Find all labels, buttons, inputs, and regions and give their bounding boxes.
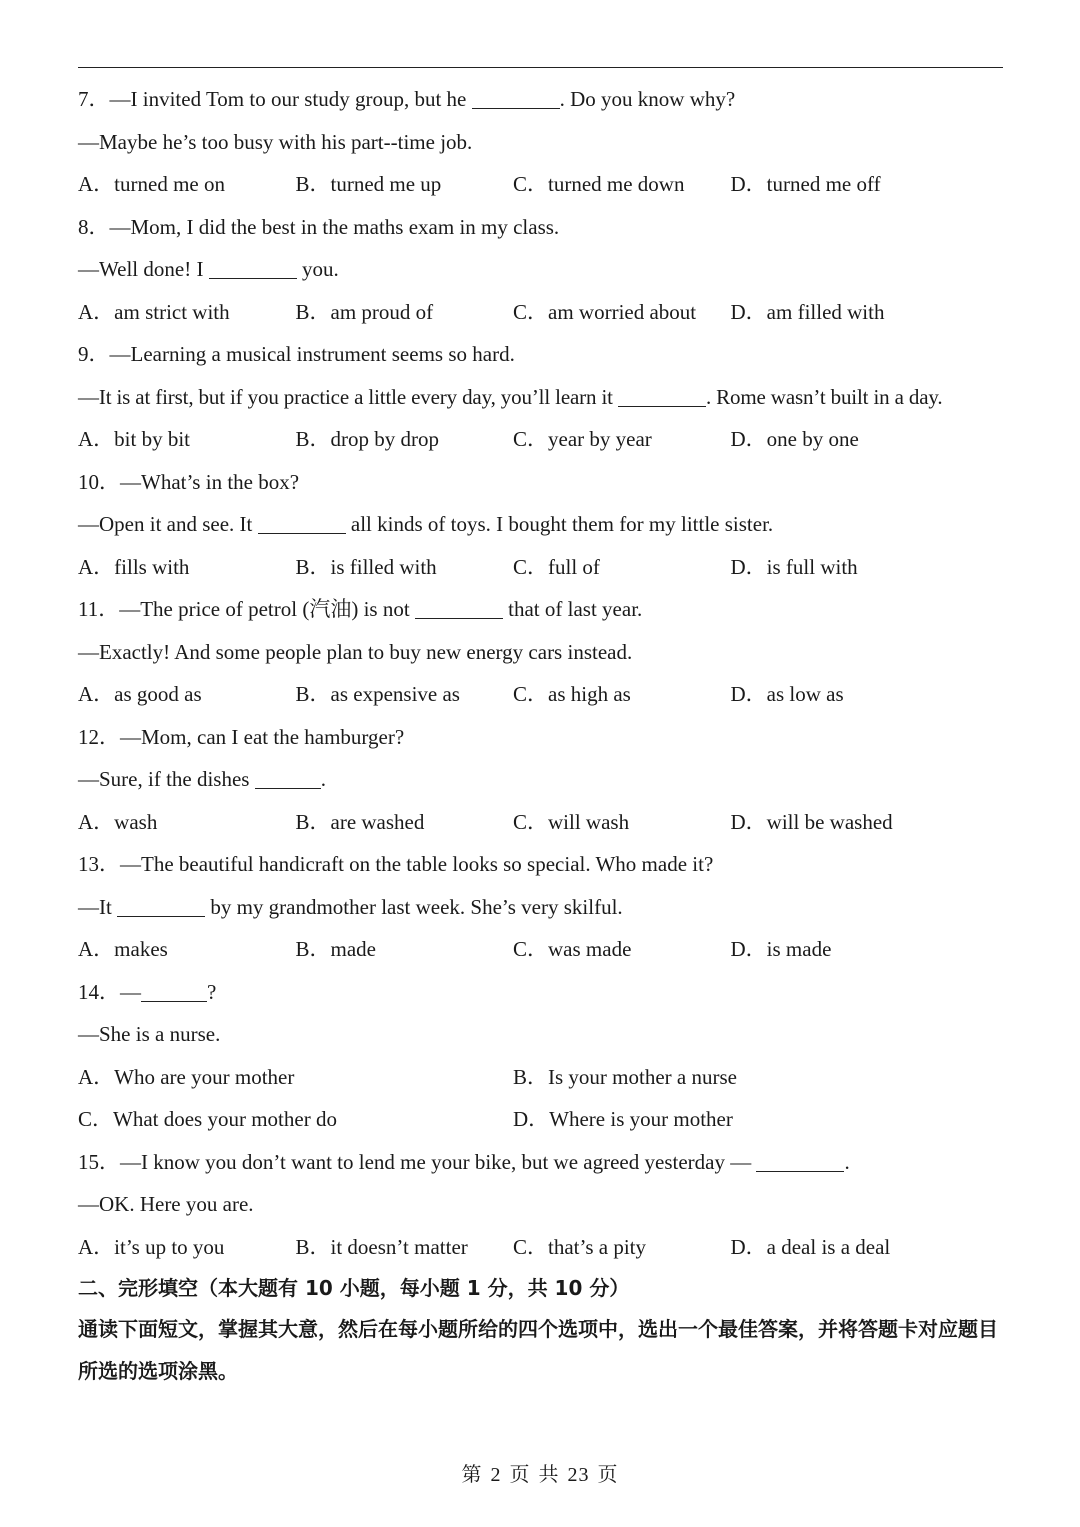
option-c[interactable]: C．full of <box>513 554 600 579</box>
answer-blank[interactable] <box>141 979 207 1002</box>
option-d[interactable]: D．is full with <box>730 554 858 579</box>
option-c[interactable]: C．am worried about <box>513 299 697 324</box>
answer-blank[interactable] <box>258 511 346 534</box>
question-7-reply: —Maybe he’s too busy with his part--time job. <box>78 129 473 154</box>
answer-blank[interactable] <box>415 596 503 619</box>
option-d[interactable]: D．a deal is a deal <box>730 1234 891 1259</box>
question-9-prompt: 9．—Learning a musical instrument seems so hard. <box>78 342 515 366</box>
answer-blank[interactable] <box>117 894 205 917</box>
question-8-options <box>78 291 1003 334</box>
question-9-options <box>78 418 1003 461</box>
option-d[interactable]: D．is made <box>730 937 832 961</box>
option-b[interactable]: B．Is your mother a nurse <box>513 1064 737 1089</box>
option-c[interactable]: C．was made <box>513 937 632 961</box>
option-d[interactable]: D．will be washed <box>730 809 893 834</box>
section-instructions: 通读下面短文，掌握其大意，然后在每小题所给的四个选项中，选出一个最佳答案，并将答题卡对应题目所选的选项涂黑。 <box>78 1317 998 1383</box>
question-9-reply: —It is at first, but if you practice a little every day, you’ll learn it . Rome wasn’t built in a day. <box>78 384 943 409</box>
section-heading: 二、完形填空（本大题有 10 小题，每小题 1 分，共 10 分） <box>78 1276 630 1300</box>
question-14-prompt: 14．— ? <box>78 979 217 1004</box>
question-14-reply: —She is a nurse. <box>78 1022 221 1046</box>
option-b[interactable]: B．are washed <box>295 809 425 834</box>
question-13-options <box>78 928 1003 971</box>
answer-blank[interactable] <box>472 86 560 109</box>
exam-page <box>78 78 1003 1392</box>
question-8-reply: —Well done! I you. <box>78 257 339 281</box>
option-b[interactable]: B．as expensive as <box>295 682 460 706</box>
question-10-reply: —Open it and see. It all kinds of toys. I bought them for my little sister. <box>78 512 774 536</box>
option-d[interactable]: D．as low as <box>730 682 844 706</box>
answer-blank[interactable] <box>209 256 297 279</box>
page-number: 2 <box>490 1464 502 1486</box>
question-15-prompt: 15．—I know you don’t want to lend me your bike, but we agreed yesterday — . <box>78 1149 850 1174</box>
option-a[interactable]: A．it’s up to you <box>78 1234 225 1259</box>
question-10-options <box>78 546 1003 589</box>
answer-blank[interactable] <box>756 1149 844 1172</box>
question-13-prompt: 13．—The beautiful handicraft on the table looks so special. Who made it? <box>78 852 714 876</box>
option-d[interactable]: D．one by one <box>730 427 859 451</box>
option-b[interactable]: B．made <box>295 937 376 961</box>
option-c[interactable]: C．year by year <box>513 427 652 451</box>
option-c[interactable]: C．will wash <box>513 809 630 834</box>
question-15-reply: —OK. Here you are. <box>78 1192 254 1216</box>
header-rule <box>78 67 1003 68</box>
question-12-options <box>78 801 1003 844</box>
question-14-options-row2 <box>78 1098 1003 1141</box>
page-total: 23 <box>567 1464 590 1486</box>
option-a[interactable]: A．fills with <box>78 554 190 579</box>
question-8-prompt: 8．—Mom, I did the best in the maths exam in my class. <box>78 214 560 239</box>
option-d[interactable]: D．Where is your mother <box>513 1107 733 1131</box>
answer-blank[interactable] <box>255 766 321 789</box>
option-d[interactable]: D．turned me off <box>730 172 881 196</box>
option-a[interactable]: A．am strict with <box>78 299 230 324</box>
option-c[interactable]: C．What does your mother do <box>78 1107 337 1131</box>
question-13-reply: —It by my grandmother last week. She’s very skilful. <box>78 894 623 919</box>
question-12-prompt: 12．—Mom, can I eat the hamburger? <box>78 724 405 749</box>
question-7-prompt: 7．—I invited Tom to our study group, but he . Do you know why? <box>78 87 736 111</box>
option-a[interactable]: A．makes <box>78 937 168 961</box>
question-11-options <box>78 673 1003 716</box>
answer-blank[interactable] <box>618 384 706 407</box>
question-12-reply: —Sure, if the dishes . <box>78 767 326 791</box>
option-c[interactable]: C．that’s a pity <box>513 1234 646 1259</box>
option-b[interactable]: B．is filled with <box>295 554 437 579</box>
question-11-prompt: 11．—The price of petrol (汽油) is not that of last year. <box>78 597 643 621</box>
question-14-options-row1 <box>78 1056 1003 1099</box>
question-7-options <box>78 163 1003 206</box>
question-15-options <box>78 1226 1003 1269</box>
page-footer: 第 2 页 共 23 页 <box>461 1464 619 1486</box>
option-a[interactable]: A．bit by bit <box>78 427 191 451</box>
option-b[interactable]: B．it doesn’t matter <box>295 1234 468 1259</box>
option-a[interactable]: A．turned me on <box>78 172 225 196</box>
option-b[interactable]: B．am proud of <box>295 299 434 324</box>
option-c[interactable]: C．turned me down <box>513 172 685 196</box>
option-d[interactable]: D．am filled with <box>730 299 885 324</box>
question-11-reply: —Exactly! And some people plan to buy new energy cars instead. <box>78 639 633 664</box>
question-10-prompt: 10．—What’s in the box? <box>78 469 300 494</box>
option-b[interactable]: B．turned me up <box>295 172 442 196</box>
option-a[interactable]: A．as good as <box>78 682 202 706</box>
option-a[interactable]: A．wash <box>78 809 158 834</box>
option-b[interactable]: B．drop by drop <box>295 427 439 451</box>
option-a[interactable]: A．Who are your mother <box>78 1064 295 1089</box>
option-c[interactable]: C．as high as <box>513 682 631 706</box>
